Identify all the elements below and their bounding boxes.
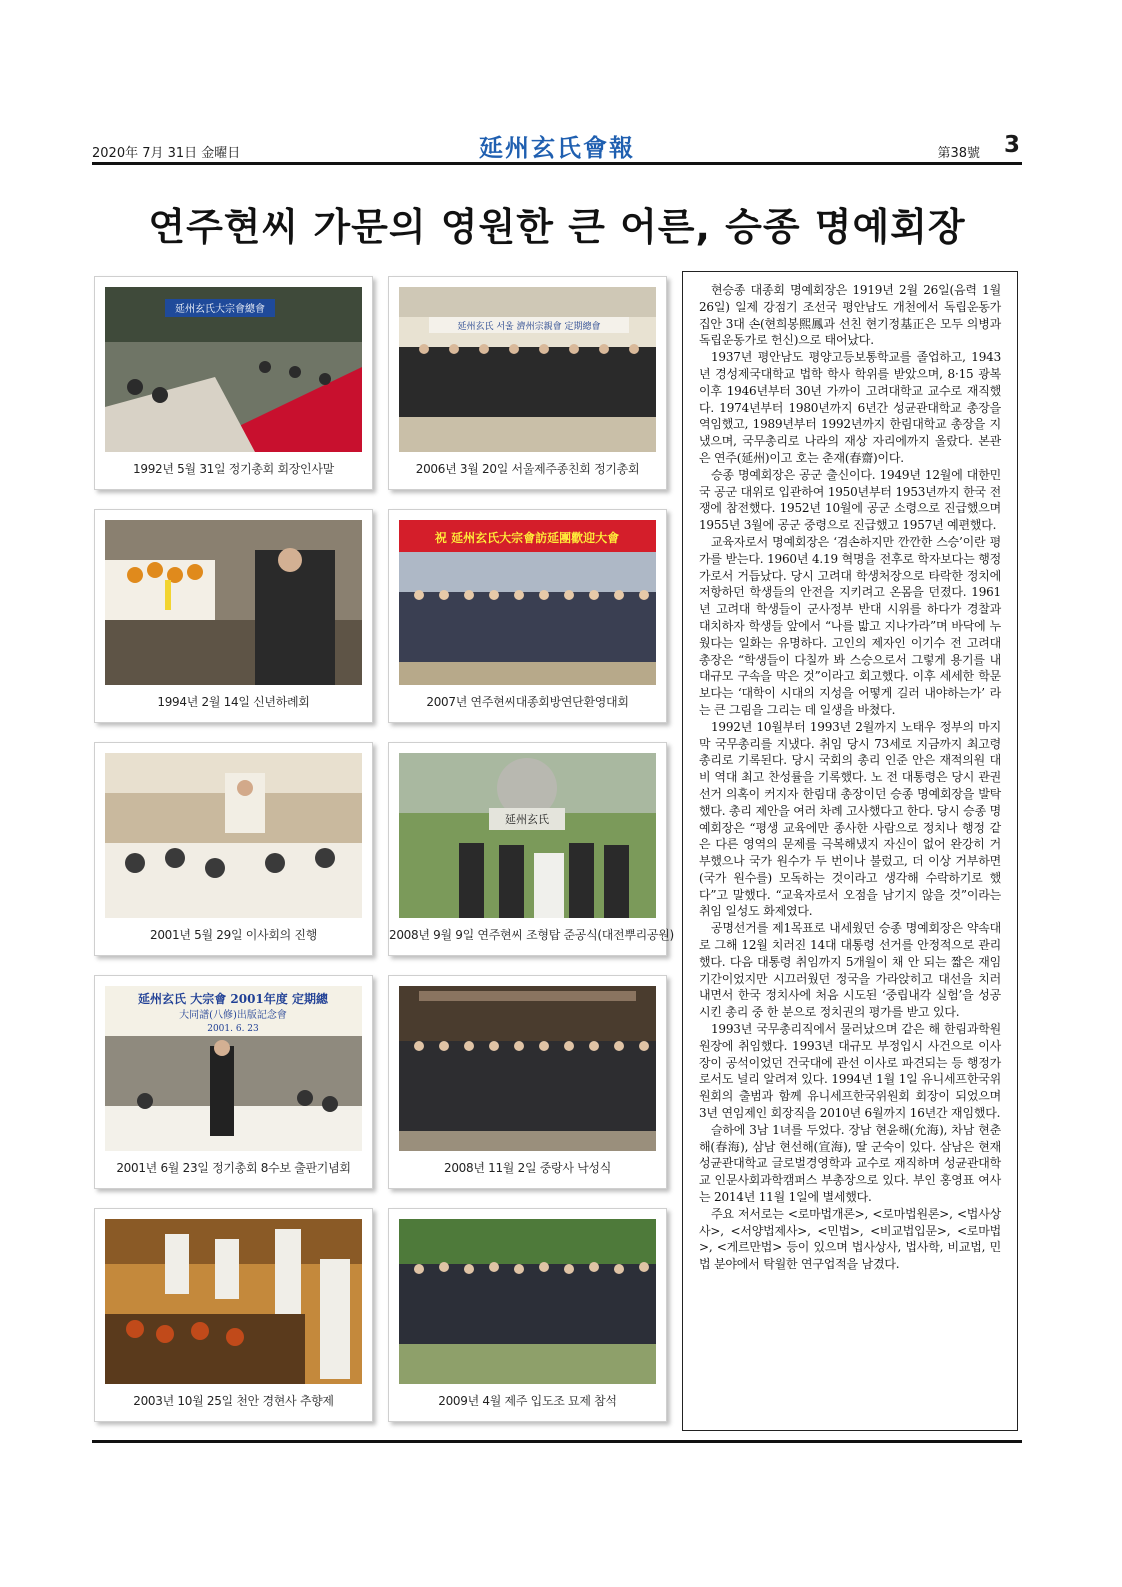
photo-card [94, 742, 373, 956]
photo-card [94, 1208, 373, 1422]
banner-text: 延州玄氏大宗會總會 [175, 304, 265, 315]
photo-card [388, 975, 667, 1189]
header-rule [92, 162, 1022, 165]
banner-text: 延州玄氏 서울 濟州宗親會 定期總會 [457, 322, 601, 332]
photo-caption: 2003년 10월 25일 천안 경현사 추향제 [133, 1394, 334, 1408]
article-paragraph: 공명선거를 제1목표로 내세웠던 승종 명예회장은 약속대로 그해 12월 치러진 14대 대통령 선거를 안정적으로 관리했다. 다음 대통령 취임까지 5개월이 채 안 되는 짧은 재임 기간이었지만 시끄러웠던 정국을 가라앉히고 대선을 치러내면서 한국 정치사에 처음 시도된 ‘중립내각 실험’을 성공시킨 총리 중 한 분으로 정치권의 평가를 받고 있다. [699, 921, 1001, 1020]
photo-1992-general-meeting [105, 287, 362, 452]
article-paragraph: 교육자로서 명예회장은 ‘겸손하지만 깐깐한 스승’이란 평가를 받는다. 1960년 4.19 혁명을 전후로 학자보다는 행정가로서 거듭났다. 당시 고려대 학생처장으로 타락한 정치에 저항하던 학생들의 안전을 지키려고 온몸을 던졌다. 1961년 고려대 학생들이 군사정부 반대 시위를 하다가 경찰과 대치하자 학생들 앞에서 “나를 밟고 지나가라”며 바닥에 누웠다는 일화는 유명하다. 고인의 제자인 이기수 전 고려대 총장은 “학생들이 다칠까 봐 스승으로서 그렇게 용기를 내 대규모 구속을 막은 것”이라고 회고했다. 이후 세세한 학문보다는 ‘대학이 시대의 지성을 어떻게 길러 내야하는가’ 라는 큰 그림을 그리는 데 일생을 바쳤다. [699, 534, 1001, 717]
photo-caption: 2001년 5월 29일 이사회의 진행 [149, 928, 318, 942]
photo-caption: 1992년 5월 31일 정기총회 회장인사말 [133, 462, 334, 476]
article-paragraph: 1937년 평안남도 평양고등보통학교를 졸업하고, 1943년 경성제국대학교 법학 학사 학위를 받았으며, 8·15 광복 이후 1946년부터 30년 가까이 고려대학교 교수로 재직했다. 1974년부터 1980년까지 6년간 성균관대학교 총장을 역임했고, 1989년부터 1992년까지 한림대학교 총장을 지냈으며, 국무총리로 나라의 재상 자리에까지 올랐다. 본관은 연주(延州)이고 호는 춘재(春齋)이다. [699, 350, 1001, 465]
article-paragraph: 1993년 국무총리직에서 물러났으며 같은 해 한림과학원 원장에 취임했다. 1993년 대규모 부정입시 사건으로 이사장이 공석이었던 건국대에 관선 이사로 파견되는 등 행정가로서도 널리 알려져 있다. 1994년 1월 1일 유니세프한국위원회의 출범과 함께 유니세프한국위원회 회장이 되었으며 3년 연임제인 회장직을 2010년 6월까지 16년간 재임했다. [699, 1022, 1001, 1121]
banner-text: 延州玄氏 [505, 813, 549, 826]
photo-card [388, 1208, 667, 1422]
photo-caption: 2001년 6월 23일 정기총회 8수보 출판기념회 [116, 1161, 351, 1175]
photo-card [388, 509, 667, 723]
photo-caption: 1994년 2월 14일 신년하례회 [157, 695, 310, 709]
article-paragraph: 주요 저서로는 <로마법개론>, <로마법원론>, <법사상사>, <서양법제사>, <민법>, <비교법입문>, <로마법>, <게르만법> 등이 있으며 법사상사, 법사학, 비교법, 민법 분야에서 탁월한 연구업적을 남겼다. [699, 1206, 1001, 1272]
photo-card [94, 975, 373, 1189]
photo-2008-shrine-completion [399, 986, 656, 1151]
banner-subtext: 大同譜(八修)出版記念會 [179, 1010, 287, 1021]
photo-card [388, 276, 667, 490]
photo-2003-memorial-rite [105, 1219, 362, 1384]
photo-card [388, 742, 674, 956]
photo-caption: 2008년 11월 2일 중랑사 낙성식 [443, 1161, 612, 1175]
issue-number: 第38號 [937, 146, 980, 161]
photo-2007-welcome-event [399, 520, 656, 685]
headline: 연주현씨 가문의 영원한 큰 어른, 승종 명예회장 [148, 205, 966, 249]
banner-date: 2001. 6. 23 [207, 1024, 259, 1034]
banner-text: 祝 延州玄氏大宗會訪延團歡迎大會 [434, 531, 620, 545]
footer-rule [92, 1440, 1022, 1443]
issue-date: 2020年 7月 31日 金曜日 [92, 146, 241, 161]
photo-card [94, 276, 373, 490]
article-paragraph: 승종 명예회장은 공군 출신이다. 1949년 12월에 대한민국 공군 대위로 입관하여 1950년부터 1953년까지 한국 전쟁에 참전했다. 1952년 10월에 공군 소령으로 진급했으며 1955년 3월에 공군 중령으로 진급했고 1957년 예편했다. [699, 467, 1001, 533]
article-paragraph: 1992년 10월부터 1993년 2월까지 노태우 정부의 마지막 국무총리를 지냈다. 취임 당시 73세로 지금까지 최고령 총리로 기록된다. 당시 국회의 총리 인준 안은 재적의원 대비 역대 최고 찬성률을 기록했다. 노 전 대통령은 당시 관권 선거 의혹이 커지자 한림대 총장이던 승종 명예회장을 발탁했다. 총리 제안을 여러 차례 고사했다고 한다. 당시 승종 명예회장은 “평생 교육에만 종사한 사람으로 정치나 행정 같은 다른 영역의 문제를 극복해냈지 자신이 없어 완강히 거부했으나 국가 원수가 두 번이나 불렀고, 더 이상 거부하면 (국가 원수를) 모독하는 것이라고 생각해 수락하기로 했다”고 말했다. “교육자로서 오점을 남기지 않을 것”이라는 취임 일성도 화제였다. [699, 719, 1001, 919]
article-paragraph: 현승종 대종회 명예회장은 1919년 2월 26일(음력 1월 26일) 일제 강점기 조선국 평안남도 개천에서 독립운동가 집안 3대 손(현희봉熙鳳과 선친 현기정基正은 모두 의병과 독립운동가로 헌신)으로 태어났다. [699, 283, 1001, 348]
photo-2001-publication-ceremony [105, 986, 362, 1151]
photo-2006-seoul-jeju-meeting [399, 287, 656, 452]
masthead-title: 延州玄氏會報 [479, 133, 635, 162]
photo-1994-new-year [105, 520, 362, 685]
photo-caption: 2006년 3월 20일 서울제주종친회 정기총회 [415, 462, 640, 476]
article-body [682, 271, 1018, 1431]
page-number: 3 [1003, 132, 1020, 158]
photo-2001-board-meeting [105, 753, 362, 918]
photo-caption: 2009년 4월 제주 입도조 묘제 참석 [438, 1394, 617, 1408]
photo-caption: 2008년 9월 9일 연주현씨 조형탑 준공식(대전뿌리공원) [389, 928, 674, 942]
photo-caption: 2007년 연주현씨대종회방연단환영대회 [426, 695, 629, 709]
article-paragraph: 슬하에 3남 1녀를 두었다. 장남 현윤해(允海), 차남 현춘해(春海), 삼남 현선해(宣海), 딸 군숙이 있다. 삼남은 현재 성균관대학교 글로벌경영학과 교수로 재직하며 성균관대학교 인문사회과학캠퍼스 부총장으로 있다. 부인 홍영표 여사는 2014년 11월 1일에 별세했다. [699, 1122, 1001, 1205]
photo-2008-monument-ceremony [399, 753, 656, 918]
banner-text: 延州玄氏 大宗會 2001年度 定期總 [138, 992, 328, 1006]
photo-card [94, 509, 373, 723]
page-header [92, 128, 1022, 164]
photo-2009-jeju-tomb-rite [399, 1219, 656, 1384]
